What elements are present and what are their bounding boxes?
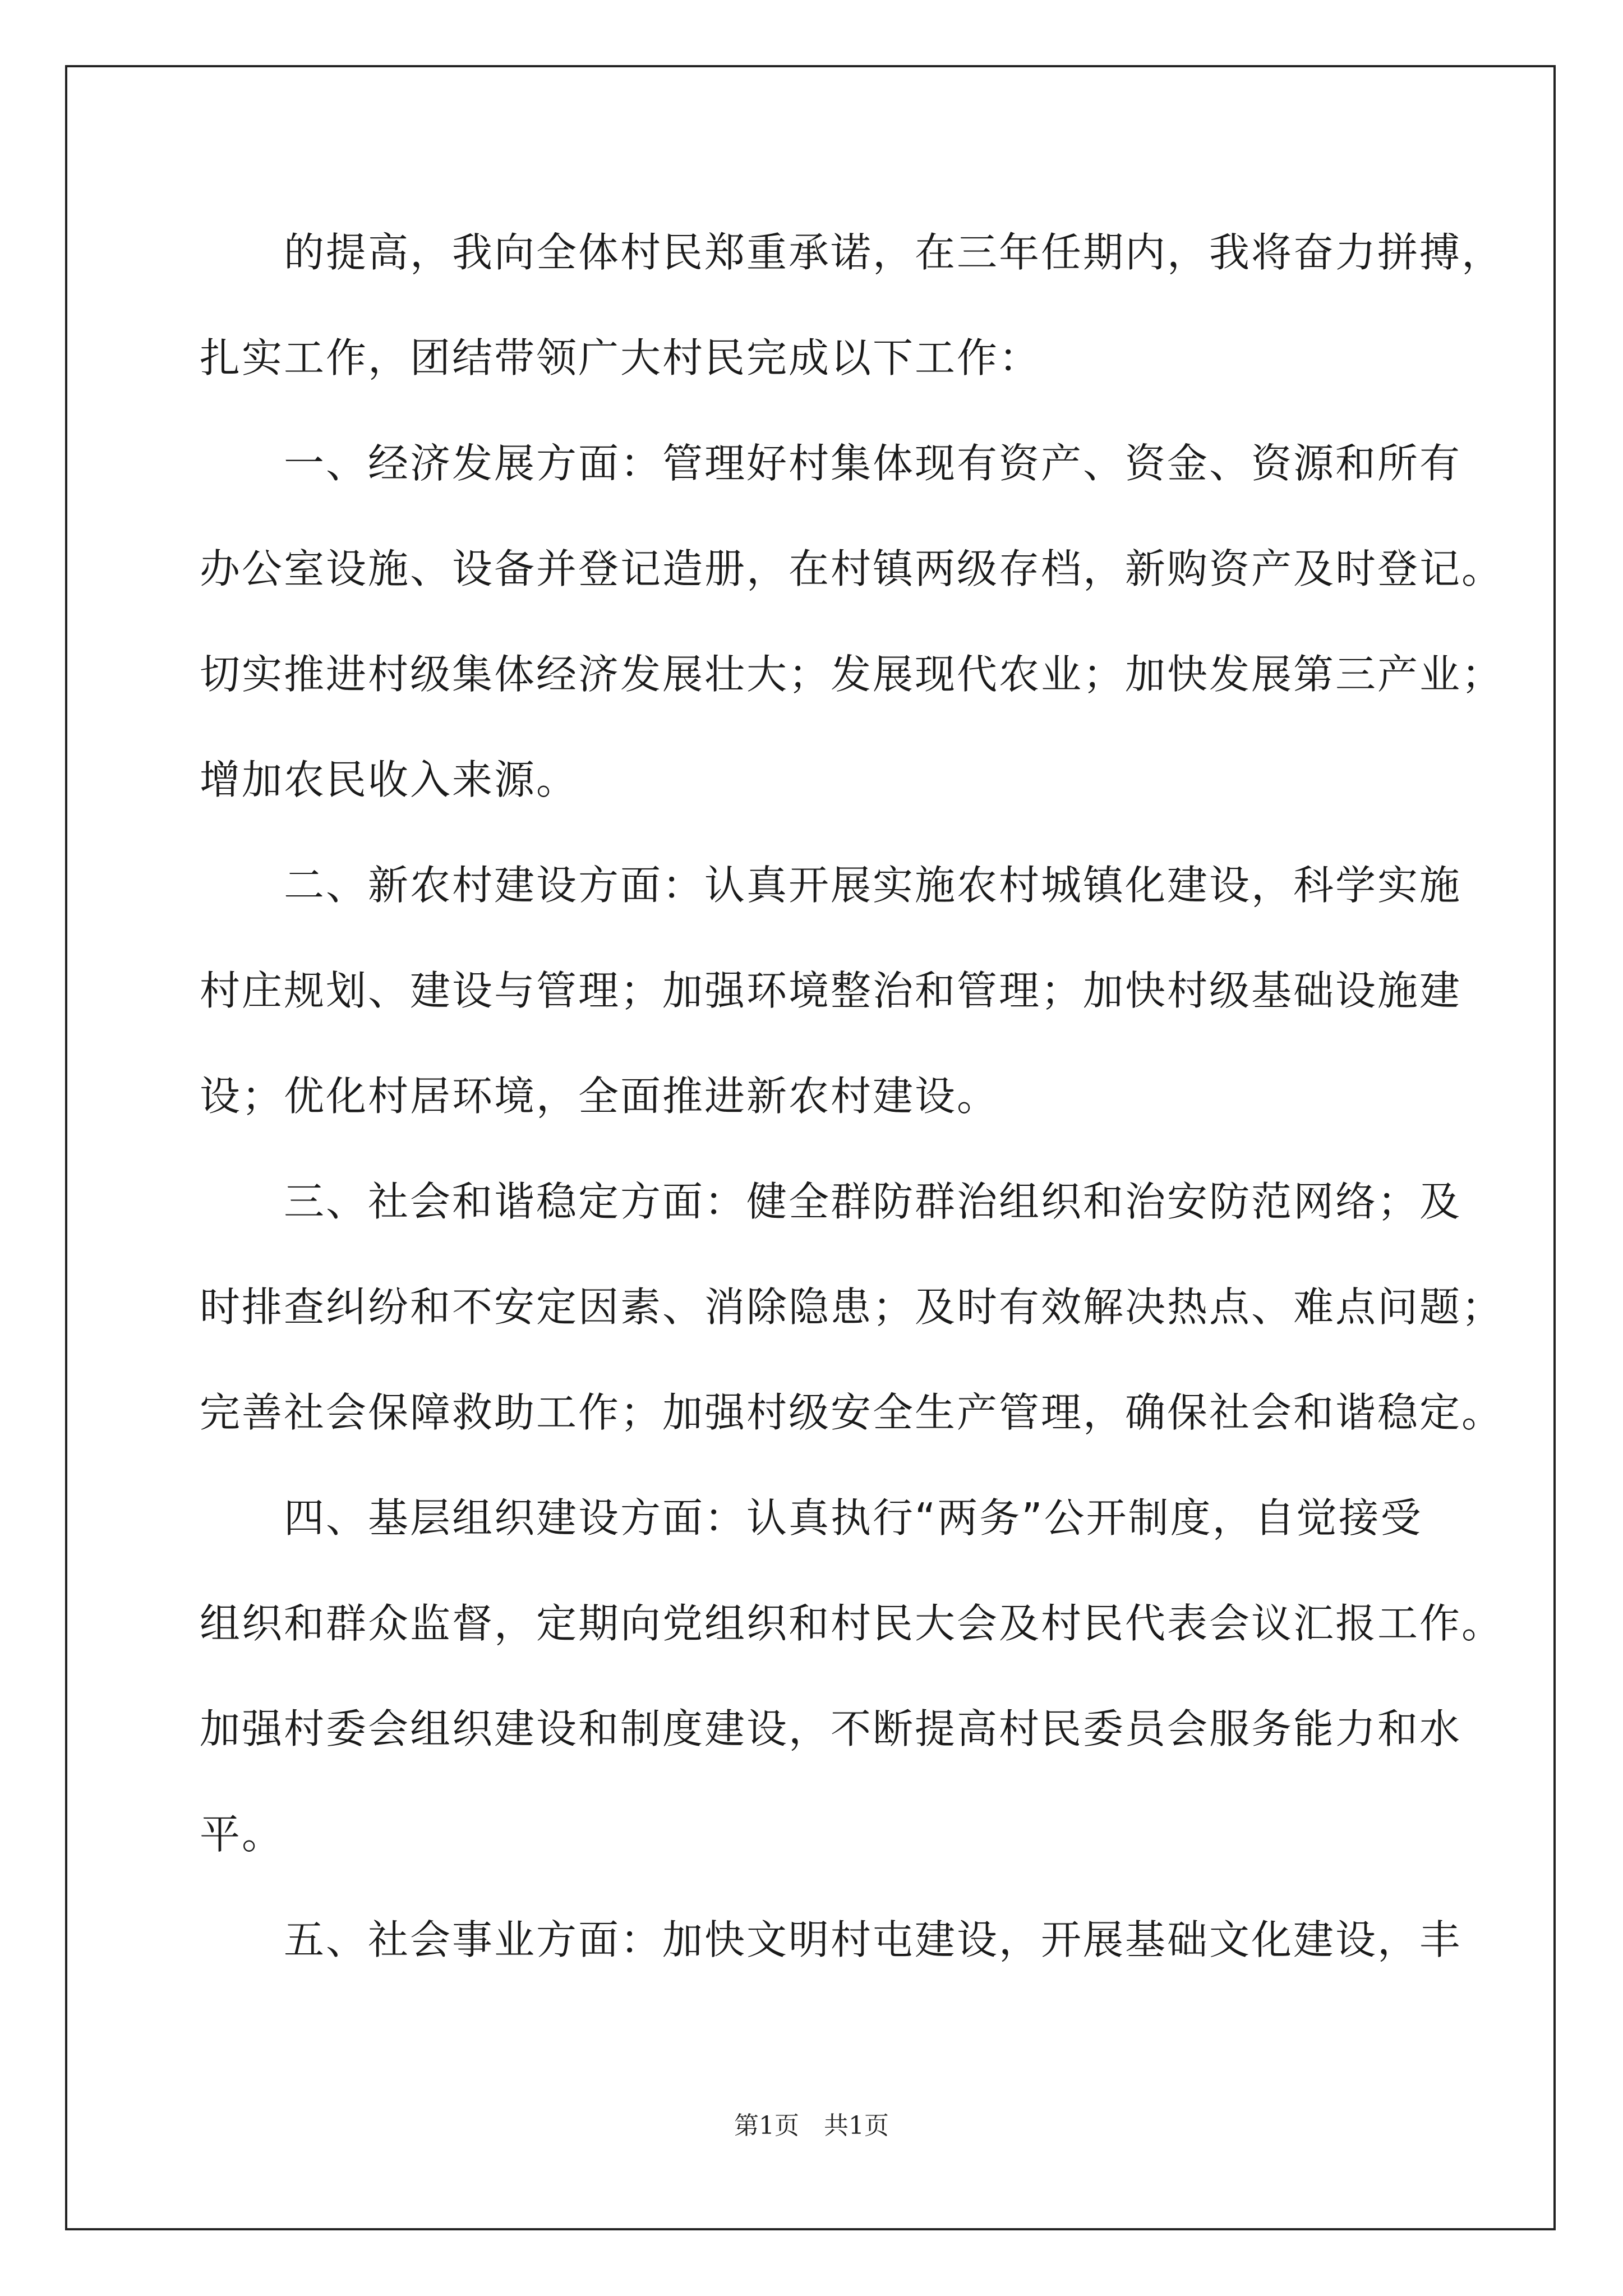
body-line-9: 设；优化村居环境，全面推进新农村建设。 (200, 1073, 999, 1120)
body-line-14: 组织和群众监督，定期向党组织和村民大会及村民代表会议汇报工作。 (200, 1600, 1504, 1647)
page-number-label: 第1页 共1页 (734, 2111, 889, 2140)
body-line-6: 增加农民收入来源。 (200, 756, 579, 803)
body-line-5: 切实推进村级集体经济发展壮大；发展现代农业；加快发展第三产业； (200, 651, 1504, 698)
body-line-11: 时排查纠纷和不安定因素、消除隐患；及时有效解决热点、难点问题； (200, 1283, 1504, 1331)
body-line-10: 三、社会和谐稳定方面：健全群防群治组织和治安防范网络；及 (200, 1178, 1462, 1225)
body-line-8: 村庄规划、建设与管理；加强环境整治和管理；加快村级基础设施建 (200, 967, 1462, 1014)
body-line-15: 加强村委会组织建设和制度建设，不断提高村民委员会服务能力和水 (200, 1705, 1462, 1752)
body-line-2: 扎实工作，团结带领广大村民完成以下工作： (200, 334, 1041, 381)
body-line-13: 四、基层组织建设方面：认真执行“两务”公开制度，自觉接受 (200, 1494, 1423, 1542)
body-line-4: 办公室设施、设备并登记造册，在村镇两级存档，新购资产及时登记。 (200, 545, 1504, 592)
body-line-12: 完善社会保障救助工作；加强村级安全生产管理，确保社会和谐稳定。 (200, 1389, 1504, 1436)
body-line-1: 的提高，我向全体村民郑重承诺，在三年任期内，我将奋力拼搏， (200, 229, 1504, 276)
page-footer (0, 2109, 1623, 2143)
body-line-16: 平。 (200, 1811, 284, 1858)
body-line-7: 二、新农村建设方面：认真开展实施农村城镇化建设，科学实施 (200, 862, 1462, 909)
body-line-3: 一、经济发展方面：管理好村集体现有资产、资金、资源和所有 (200, 440, 1462, 487)
body-line-17: 五、社会事业方面：加快文明村屯建设，开展基础文化建设，丰 (200, 1916, 1462, 1963)
